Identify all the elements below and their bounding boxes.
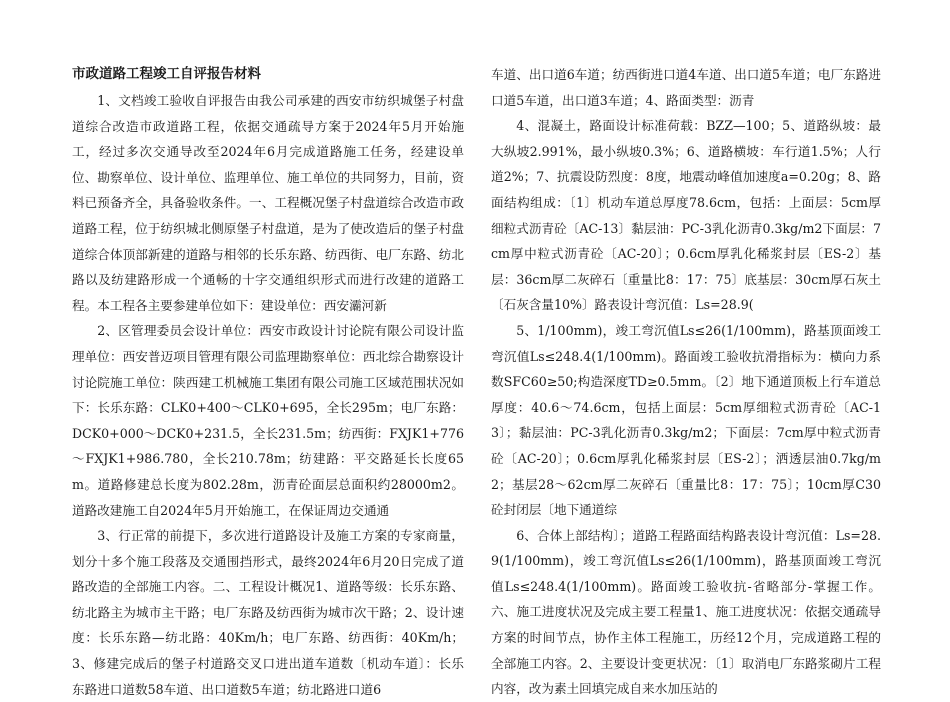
paragraph-2: 2、区管理委员会设计单位：西安市政设计讨论院有限公司设计监理单位：西安普迈项目管理有限公司监理勘察单位：西北综合勘察设计讨论院施工单位：陕西建工机械施工集团有限公司施工区域范围状况如下：长乐东路：CLK0+400～CLK0+695，全长295m；电厂东路：DCK0+000～DCK0+231.5，全长231.5m；纺西街：FXJK1+776～FXJK1+986.780，全长210.78m；纺建路：平交路延长长度65m。道路修建总长度为802.28m，沥青砼面层总面积约28000m2。道路改建施工自2024年5月开始施工，在保证周边交通通 (72, 323, 464, 518)
document-title: 市政道路工程竣工自评报告材料 (72, 66, 261, 82)
right-column (491, 62, 881, 702)
paragraph-4: 4、混凝土，路面设计标准荷载：BZZ—100；5、道路纵坡：最大纵坡2.991%，最小纵坡0.3%；6、道路横坡：车行道1.5%；人行道2%；7、抗震设防烈度：8度，地震动峰值加速度a=0.20g；8、路面结构组成：〔1〕机动车道总厚度78.6cm，包括：上面层：5cm厚细粒式沥青砼〔AC-13〕黏层油：PC-3乳化沥青0.3kg/m2下面层：7cm厚中粒式沥青砼〔AC-20〕；0.6cm厚乳化稀浆封层〔ES-2〕基层：36cm厚二灰碎石〔重量比8：17：75〕底基层：30cm厚石灰土〔石灰含量10%〕路表设计弯沉值：Ls=28.9( (491, 118, 881, 313)
paragraph-6: 6、合体上部结构〕；道路工程路面结构路表设计弯沉值：Ls=28.9(1/100mm)，竣工弯沉值Ls≤26(1/100mm)，路基顶面竣工弯沉值Ls≤248.4(1/100mm)。路面竣工验收抗-省略部分-掌握工作。六、施工进度状况及完成主要工程量1、施工进度状况：依据交通疏导方案的时间节点，协作主体工程施工，历经12个月，完成道路工程的全部施工内容。2、主要设计变更状况：〔1〕取消电厂东路浆砌片工程内容，改为素土回填完成自来水加压站的 (491, 527, 881, 697)
paragraph-1: 1、文档竣工验收自评报告由我公司承建的西安市纺织城堡子村盘道综合改造市政道路工程，依据交通疏导方案于2024年5月开始施工，经过多次交通导改至2024年6月完成道路施工任务，经建设单位、勘察单位、设计单位、监理单位、施工单位的共同努力，目前，资料已预备齐全，具备验收条件。一、工程概况堡子村盘道综合改造市政道路工程，位于纺织城北侧原堡子村盘道，是为了使改造后的堡子村盘道综合体顶部新建的道路与相邻的长乐东路、纺西街、电厂东路、纺北路以及纺建路形成一个通畅的十字交通组织形式而进行改建的道路工程。本工程各主要参建单位如下：建设单位：西安灞河新 (72, 93, 464, 313)
paragraph-3-continued: 车道、出口道6车道；纺西街进口道4车道、出口道5车道；电厂东路进口道5车道，出口道3车道；4、路面类型：沥青 (491, 67, 881, 108)
paragraph-5: 5、1/100mm)，竣工弯沉值Ls≤26(1/100mm)，路基顶面竣工弯沉值Ls≤248.4(1/100mm)。路面竣工验收抗滑指标为：横向力系数SFC60≥50;构造深度TD≥0.5mm。〔2〕地下通道顶板上行车道总厚度：40.6～74.6cm，包括上面层：5cm厚细粒式沥青砼〔AC-13〕；黏层油：PC-3乳化沥青0.3kg/m2；下面层：7cm厚中粒式沥青砼〔AC-20〕；0.6cm厚乳化稀浆封层〔ES-2〕；洒透层油0.7kg/m2；基层28～62cm厚二灰碎石〔重量比8：17：75〕；10cm厚C30砼封闭层〔地下通道综 (491, 322, 881, 518)
left-column (72, 62, 464, 702)
paragraph-3: 3、行正常的前提下，多次进行道路设计及施工方案的专家商量，划分十多个施工段落及交通围挡形式，最终2024年6月20日完成了道路改造的全部施工内容。二、工程设计概况1、道路等级：长乐东路、纺北路主为城市主干路；电厂东路及纺西街为城市次干路；2、设计速度：长乐东路—纺北路：40Km/h；电厂东路、纺西街：40Km/h；3、修建完成后的堡子村道路交叉口进出道车道数〔机动车道〕：长乐东路进口道数58车道、出口道数5车道；纺北路进口道6 (72, 528, 464, 697)
